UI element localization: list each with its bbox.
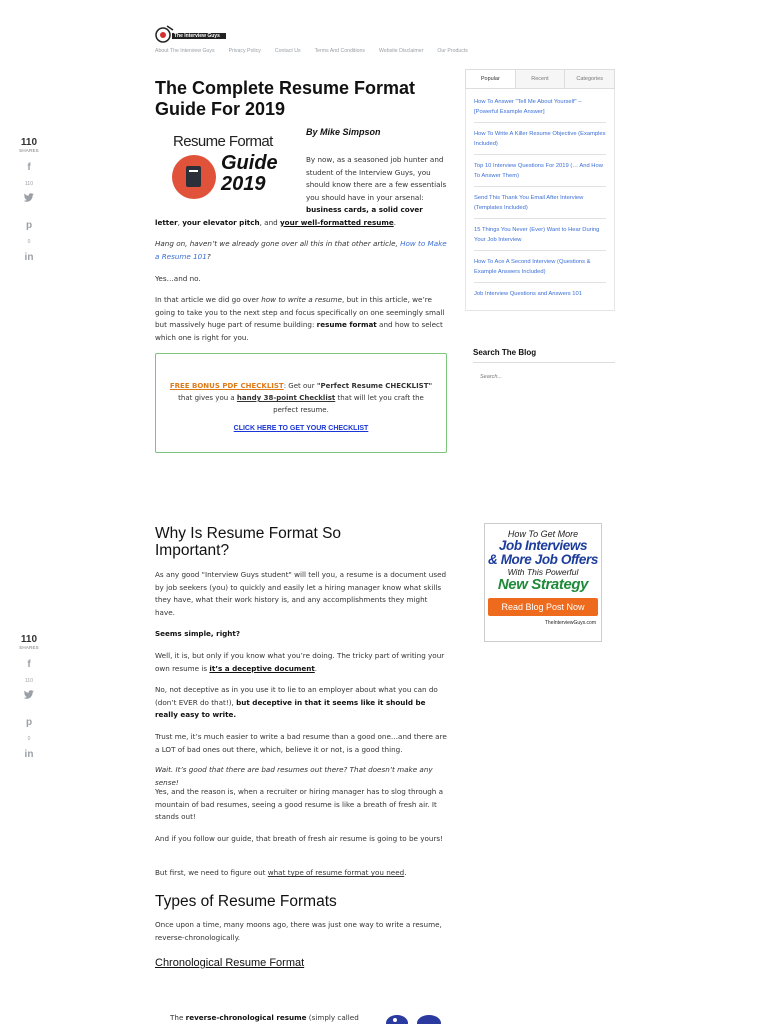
- why-paragraph-1: As any good "Interview Guys student" will tell you, a resume is a document used by job seekers (you) to quickly and easily let a hiring manager know what skills they have, what their work history is, and any accomplishments they might have.: [155, 570, 447, 617]
- promo-line2b: & More Job Offers: [488, 552, 598, 567]
- linkedin-icon[interactable]: in: [24, 252, 34, 263]
- share-rail-bottom: [14, 635, 44, 762]
- intro-paragraph: business cards, a solid cover letter, your elevator pitch, and your well-formatted resume.: [155, 205, 423, 227]
- logo-text: The Interview Guys: [174, 33, 220, 39]
- why-paragraph-8: And if you follow our guide, that breath of fresh air resume is going to be yours!: [155, 834, 444, 843]
- why-paragraph-7: Yes, and the reason is, when a recruiter or hiring manager has to slog through a mountain of bad resumes, seeing a good resume is like a breath of fresh air. It stands out!: [155, 787, 444, 821]
- popular-post-link[interactable]: How To Answer "Tell Me About Yourself" – [Powerful Example Answer]: [474, 91, 606, 123]
- nav-contact[interactable]: Contact Us: [274, 48, 301, 54]
- chrono-paragraph: The reverse-chronological resume (simply called: [170, 1013, 359, 1022]
- popular-post-link[interactable]: Job Interview Questions and Answers 101: [474, 291, 582, 297]
- promo-line2: Job Interviews: [498, 538, 588, 553]
- facebook-icon[interactable]: f: [27, 659, 31, 670]
- page-title: The Complete Resume Format Guide For 2019: [155, 78, 416, 119]
- popular-post-link[interactable]: How To Write A Killer Resume Objective (Examples Included): [474, 123, 606, 155]
- share-label: SHARES: [19, 148, 39, 153]
- nav-privacy[interactable]: Privacy Policy: [228, 48, 261, 54]
- popular-post-link[interactable]: 15 Things You Never (Ever) Want to Hear During Your Job Interview: [474, 219, 606, 251]
- hero-image: [170, 133, 288, 198]
- popular-post-link[interactable]: Send This Thank You Email After Interview (Templates Included): [474, 187, 606, 219]
- intro-top: By now, as a seasoned job hunter and student of the Interview Guys, you should know there are a few essentials you should have in your arsenal:: [306, 155, 447, 202]
- sidebar-tabs: [465, 69, 615, 89]
- why-paragraph-6: Wait. It’s good that there are bad resumes out there? That doesn’t make any sense!: [155, 765, 433, 787]
- illustration-image: [383, 1012, 443, 1024]
- search-divider: [473, 362, 615, 363]
- share-count: 110: [20, 137, 38, 148]
- why-paragraph-5: Trust me, it’s much easier to write a bad resume than a good one…and there are a LOT of bad ones out there, which, believe it or not, is a good thing.: [155, 732, 447, 754]
- why-paragraph-9: But first, we need to figure out what type of resume format you need.: [155, 868, 407, 877]
- share-rail-top: [14, 138, 44, 265]
- why-paragraph-4: No, not deceptive as in you use it to lie to an employer about what you can do (don’t EVER do that!), but deceptive in that it seems like it should be really easy to write.: [155, 685, 438, 719]
- twitter-icon[interactable]: [14, 193, 44, 207]
- checklist-link[interactable]: FREE BONUS PDF CHECKLIST: [169, 382, 284, 390]
- pinterest-count: 0: [27, 239, 31, 245]
- hero-line3: 2019: [221, 173, 266, 195]
- facebook-count: 110: [25, 181, 33, 187]
- link-resume-101[interactable]: How to Make a Resume 101: [155, 239, 447, 261]
- pinterest-icon[interactable]: p: [25, 717, 33, 728]
- paragraph-2: Hang on, haven’t we already gone over all this in that other article, How to Make a Resume 101?: [155, 239, 447, 261]
- why-paragraph-2: Seems simple, right?: [155, 629, 241, 638]
- nav-about[interactable]: About The Interview Guys: [155, 48, 215, 54]
- linkedin-icon[interactable]: in: [24, 749, 34, 760]
- book-icon: [172, 155, 216, 199]
- pinterest-icon[interactable]: p: [25, 220, 33, 231]
- search-input[interactable]: [473, 368, 615, 386]
- popular-post-link[interactable]: Top 10 Interview Questions For 2019 (… And How To Answer Them): [474, 155, 606, 187]
- types-paragraph: Once upon a time, many moons ago, there was just one way to write a resume, reverse-chronologically.: [155, 920, 442, 942]
- search-title: Search The Blog: [473, 348, 537, 357]
- checklist-box: [155, 353, 447, 453]
- facebook-count: 110: [25, 678, 33, 684]
- promo-site: TheInterviewGuys.com: [544, 620, 596, 626]
- share-label: SHARES: [19, 645, 39, 650]
- why-paragraph-3: Well, it is, but only if you know what you’re doing. The tricky part of writing your own resume is it’s a deceptive document.: [155, 651, 445, 673]
- promo-line4: New Strategy: [497, 576, 589, 593]
- hero-line2: Guide: [221, 152, 278, 174]
- link-resume-format-type[interactable]: what type of resume format you need: [267, 868, 405, 877]
- nav-products[interactable]: Our Products: [437, 48, 468, 54]
- popular-posts-list: [465, 89, 615, 311]
- popular-post-link[interactable]: How To Ace A Second Interview (Questions & Example Answers Included): [474, 251, 606, 283]
- tab-categories[interactable]: Categories: [564, 70, 614, 88]
- facebook-icon[interactable]: f: [27, 162, 31, 173]
- top-nav: [155, 48, 468, 54]
- paragraph-4: In that article we did go over how to write a resume, but in this article, we’re going to take you to the next step and focus specifically on one seemingly small but massively huge part of resume building: resume format and how to select which one is right for you.: [155, 295, 445, 342]
- promo-line3: With This Powerful: [507, 567, 579, 577]
- tab-recent[interactable]: Recent: [515, 70, 565, 88]
- share-count: 110: [20, 634, 38, 645]
- promo-line1: How To Get More: [507, 529, 579, 539]
- tab-popular[interactable]: Popular: [466, 70, 515, 88]
- section-heading-chronological: Chronological Resume Format: [155, 957, 305, 969]
- site-logo[interactable]: [155, 23, 227, 45]
- checklist-text: FREE BONUS PDF CHECKLIST: Get our "Perfect Resume CHECKLIST" that gives you a handy 38-point Checklist that will let you craft the perfect resume.: [169, 382, 433, 414]
- pinterest-count: 0: [27, 736, 31, 742]
- promo-banner[interactable]: [484, 523, 602, 642]
- paragraph-3: Yes…and no.: [155, 274, 201, 283]
- section-heading-why: Why Is Resume Format So Important?: [155, 525, 342, 559]
- hero-line1: Resume Format: [173, 133, 273, 150]
- twitter-icon[interactable]: [14, 690, 44, 704]
- nav-disclaimer[interactable]: Website Disclaimer: [379, 48, 424, 54]
- author-byline: By Mike Simpson: [306, 127, 381, 137]
- nav-terms[interactable]: Terms And Conditions: [314, 48, 366, 54]
- read-blog-post-button[interactable]: Read Blog Post Now: [488, 598, 598, 616]
- checklist-cta[interactable]: CLICK HERE TO GET YOUR CHECKLIST: [233, 425, 369, 432]
- section-heading-types: Types of Resume Formats: [155, 893, 337, 910]
